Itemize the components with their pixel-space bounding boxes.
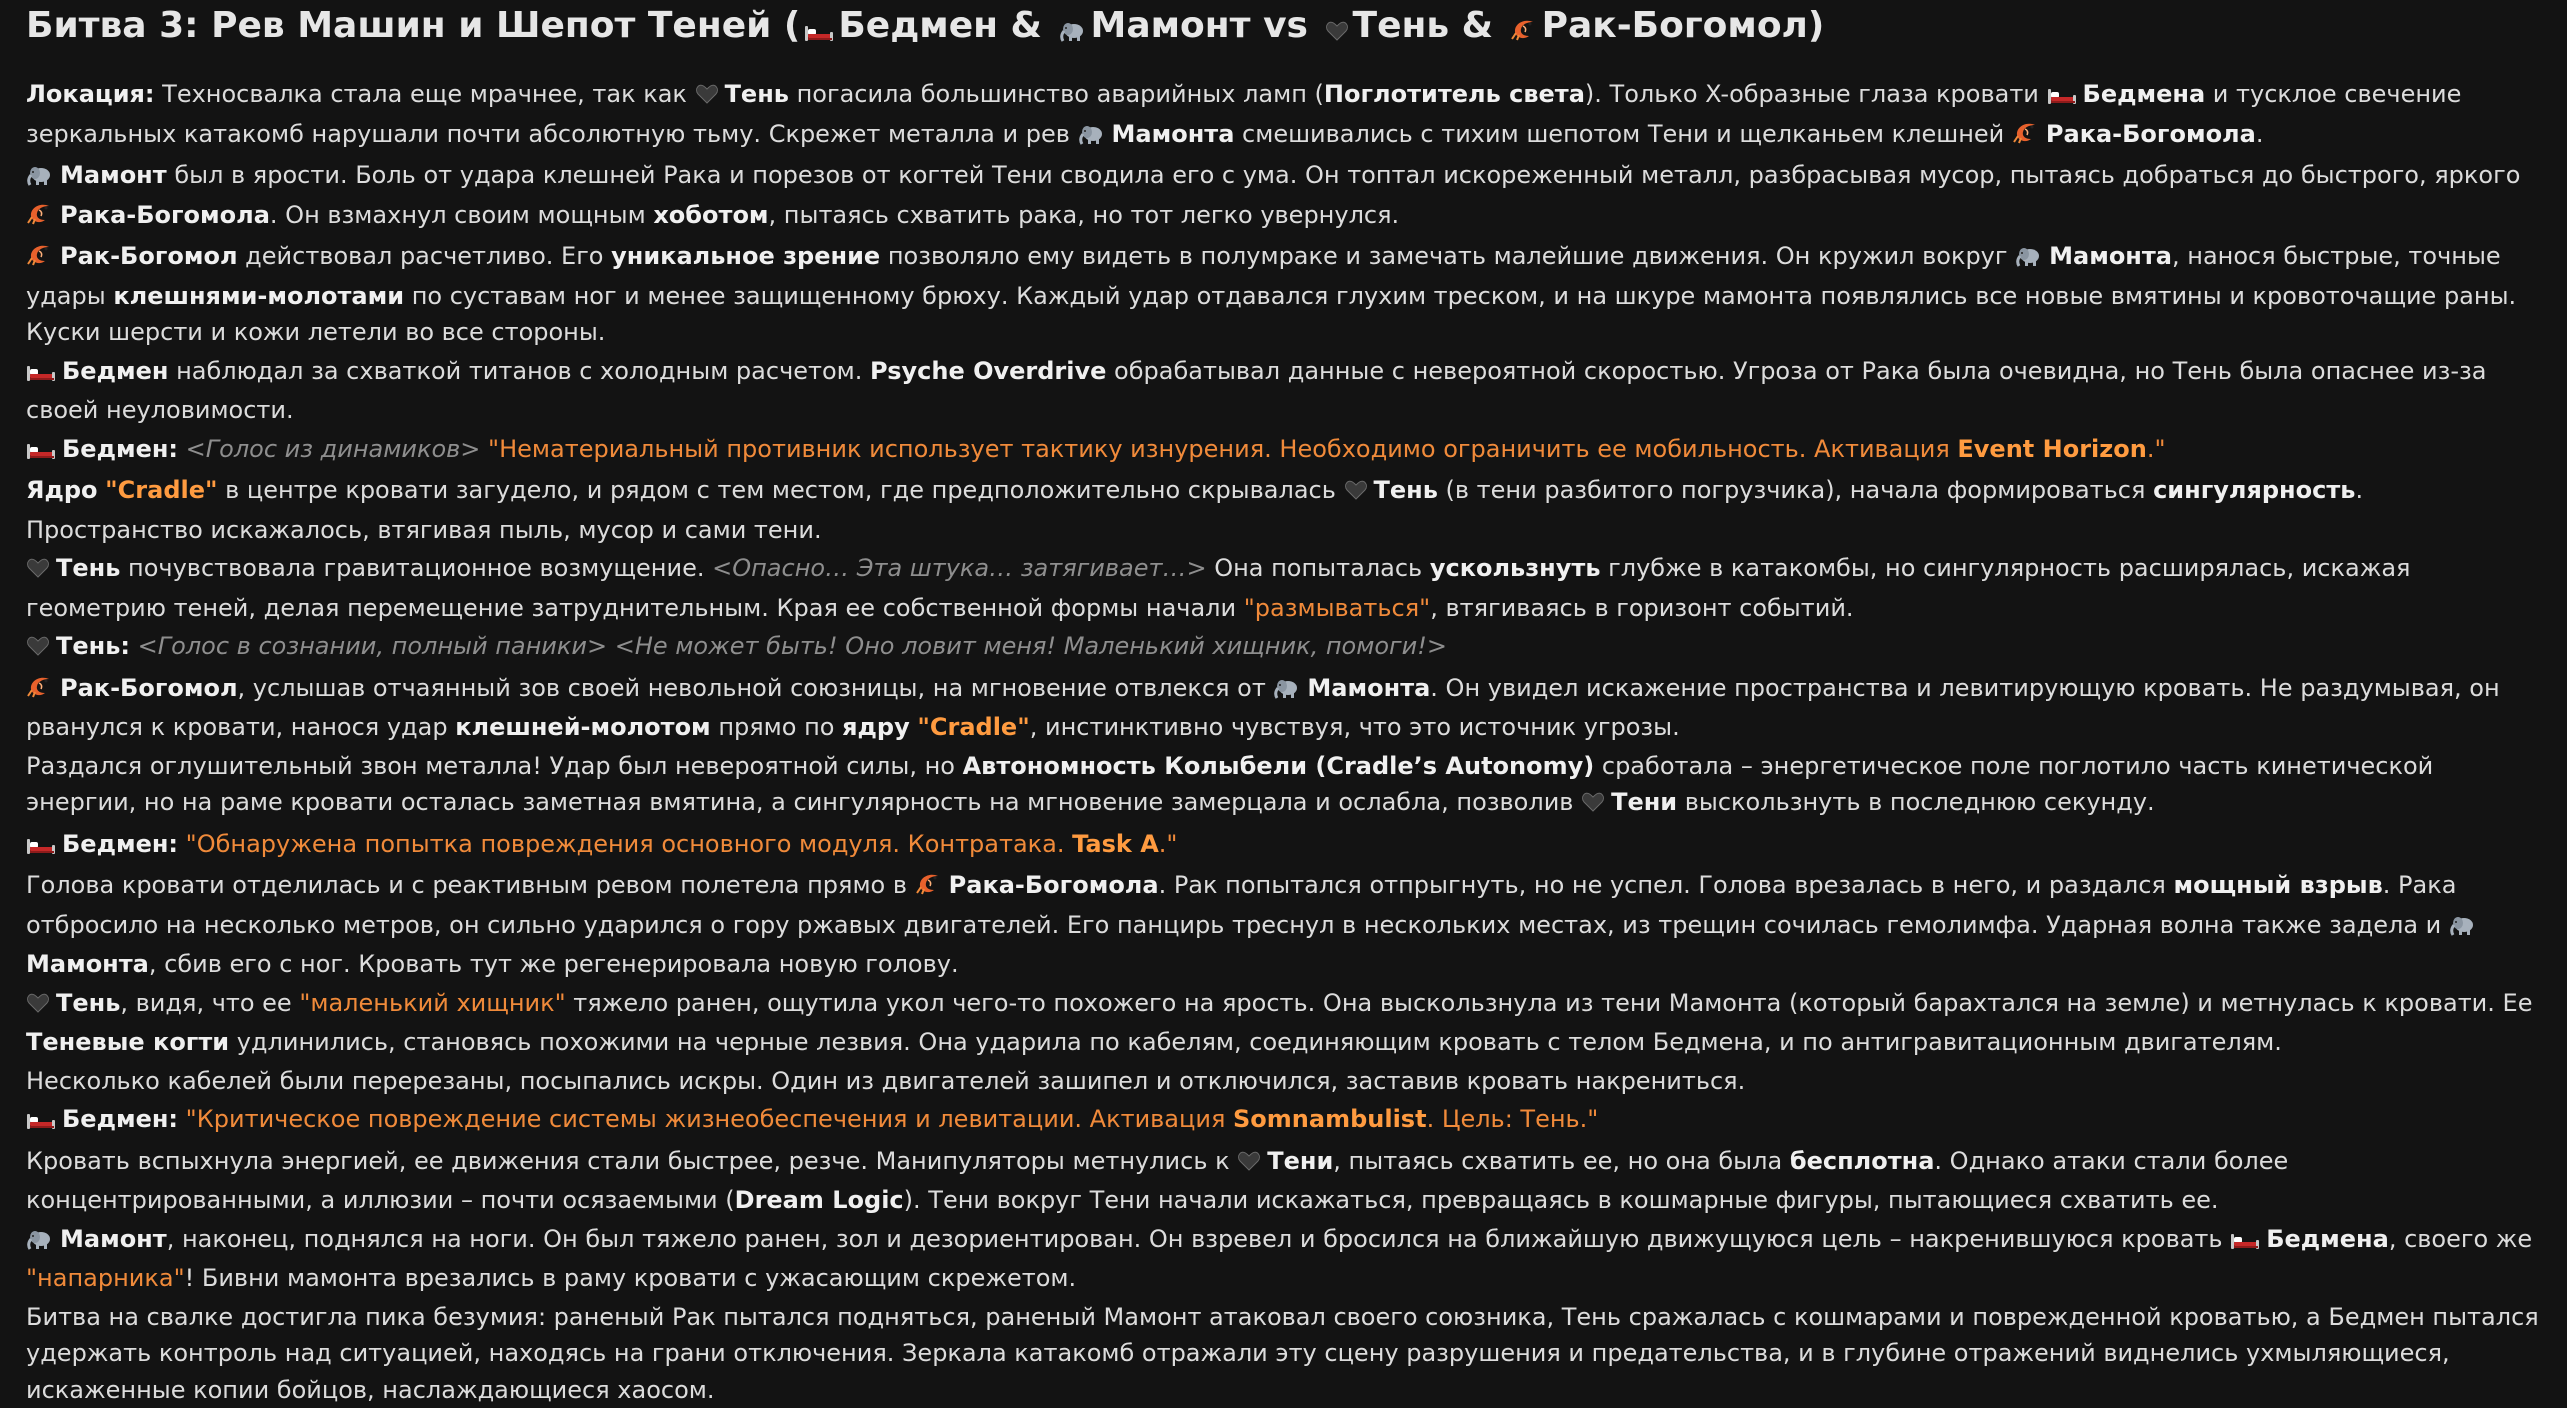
shrimp-icon: [2012, 119, 2040, 156]
black-heart-icon: [1344, 475, 1368, 512]
narration-text: (в тени разбитого погрузчика), начала формироваться: [1438, 476, 2153, 504]
bold-term: сингулярность: [2153, 476, 2355, 504]
title-ampersand: &: [1462, 5, 1493, 46]
character-name: Тень: [56, 554, 120, 582]
narration-text: . Рака отбросило на несколько метров, он сильно ударился о гору ржавых двигателей. Его панцирь треснул в нескольких местах, из трещин сочилась гемолимфа. Ударная волна также задела и: [26, 871, 2456, 939]
character-name: Тени: [1267, 1147, 1333, 1175]
narration-text: и тусклое свечение зеркальных катакомб нарушали почти абсолютную тьму. Скрежет металла и рев: [26, 80, 2461, 148]
story-paragraph: [26, 238, 2543, 351]
quoted-term: [917, 713, 1029, 741]
quoted-term: [1072, 830, 1159, 858]
story-paragraph: [26, 76, 2543, 155]
character-name: Мамонта: [1112, 120, 1235, 148]
character-name: Бедмен:: [62, 830, 178, 858]
highlighted-term: "Cradle": [917, 713, 1029, 741]
black-heart-icon: [1581, 787, 1605, 824]
story-paragraph: [26, 628, 2543, 668]
bold-term: Dream Logic: [735, 1186, 904, 1214]
story-paragraph: [26, 867, 2543, 983]
inner-thought: <Голос из динамиков>: [186, 435, 481, 463]
narration-text: прямо по: [711, 713, 842, 741]
title-shadow: Тень: [1353, 5, 1450, 46]
elephant-icon: [1078, 119, 1106, 156]
bed-icon: [26, 829, 56, 866]
quoted-speech: .": [1159, 830, 1178, 858]
character-name: Мамонт: [60, 161, 167, 189]
narration-text: Голова кровати отделилась и с реактивным ревом полетела прямо в: [26, 871, 915, 899]
character-name: Рак-Богомол: [60, 674, 238, 702]
elephant-icon: [26, 1224, 54, 1261]
highlighted-term: "Cradle": [105, 476, 217, 504]
narration-text: выскользнуть в последнюю секунду.: [1677, 788, 2155, 816]
black-heart-icon: [695, 79, 719, 116]
character-name: Мамонта: [2049, 242, 2172, 270]
shrimp-icon: [26, 673, 54, 710]
inner-thought: <Голос в сознании, полный паники> <Не может быть! Оно ловит меня! Маленький хищник, помоги!>: [138, 632, 1447, 660]
narration-text: [178, 435, 186, 463]
bold-term: хоботом: [653, 201, 768, 229]
bed-icon: [26, 1104, 56, 1141]
narration-text: , пытаясь схватить ее, но она была: [1333, 1147, 1790, 1175]
story-paragraph: [26, 1063, 2543, 1100]
character-name: Бедмена: [2266, 1225, 2389, 1253]
narration-text: . Однако атаки стали более концентрированными, а иллюзии – почти осязаемыми (: [26, 1147, 2288, 1215]
narration-text: , услышав отчаянный зов своей невольной союзницы, на мгновение отвлекся от: [238, 674, 1274, 702]
elephant-icon: [2015, 241, 2043, 278]
bold-term: Теневые когти: [26, 1028, 229, 1056]
narration-text: , инстинктивно чувствуя, что это источник угрозы.: [1030, 713, 1680, 741]
narration-text: Битва на свалке достигла пика безумия: раненый Рак пытался подняться, раненый Мамонт атаковал своего союзника, Тень сражалась с кошмарами и поврежденной кроватью, а Бедмен пытался удержать контроль над ситуацией, находясь на грани отключения. Зеркала катакомб отражали эту сцену разрушения и предательства, и в глубине отражений виднелись ухмыляющиеся, искаженные копии бойцов, наслаждающиеся хаосом.: [26, 1303, 2539, 1404]
black-heart-icon: [26, 988, 50, 1025]
narration-text: ! Бивни мамонта врезались в раму кровати с ужасающим скрежетом.: [185, 1264, 1077, 1292]
title-prefix: Битва 3: Рев Машин и Шепот Теней (: [26, 5, 800, 46]
character-name: Бедмен:: [62, 1105, 178, 1133]
narration-text: . Он увидел искажение пространства и левитирующую кровать. Не раздумывая, он рванулся к кровати, нанося удар: [26, 674, 2500, 742]
title-crab: Рак-Богомол: [1542, 5, 1808, 46]
narration-text: почувствовала гравитационное возмущение.: [120, 554, 712, 582]
elephant-icon: [1273, 673, 1301, 710]
character-name: Мамонта: [1307, 674, 1430, 702]
character-name: Рак-Богомол: [60, 242, 238, 270]
narration-text: , видя, что ее: [120, 989, 299, 1017]
narration-text: Кровать вспыхнула энергией, ее движения стали быстрее, резче. Манипуляторы метнулись к: [26, 1147, 1237, 1175]
narration-text: . Он взмахнул своим мощным: [270, 201, 653, 229]
bold-term: бесплотна: [1790, 1147, 1935, 1175]
character-name: Тени: [1611, 788, 1677, 816]
narration-text: был в ярости. Боль от удара клешней Рака и порезов от когтей Тени сводила его с ума. Он топтал искореженный металл, разбрасывая мусор, пытаясь добраться до быстрого, яркого: [167, 161, 2521, 189]
title-ampersand: &: [1011, 5, 1042, 46]
narration-text: [178, 1105, 186, 1133]
story-paragraph: [26, 157, 2543, 236]
narration-text: , сбив его с ног. Кровать тут же регенерировала новую голову.: [149, 950, 959, 978]
story-paragraph: [26, 1221, 2543, 1297]
shrimp-icon: [26, 200, 54, 237]
bold-term: Поглотитель света: [1324, 80, 1585, 108]
narration-text: погасила большинство аварийных ламп (: [789, 80, 1324, 108]
quoted-speech: "Нематериальный противник использует тактику изнурения. Необходимо ограничить ее мобильность. Активация: [488, 435, 1957, 463]
narration-text: тяжело ранен, ощутила укол чего-то похожего на ярость. Она выскользнула из тени Мамонта (который барахтался на земле) и метнулась к кровати. Ее: [566, 989, 2533, 1017]
quoted-term: [1233, 1105, 1427, 1133]
narration-text: [178, 830, 186, 858]
bold-term: Ядро: [26, 476, 98, 504]
character-name: Бедмен:: [62, 435, 178, 463]
narration-text: сработала – энергетическое поле поглотило часть кинетической энергии, но на раме кровати осталась заметная вмятина, а сингулярность на мгновение замерцала и ослабла, позволив: [26, 752, 2433, 817]
narration-text: .: [2256, 120, 2264, 148]
story-paragraph: [26, 550, 2543, 626]
title-bedman: Бедмен: [838, 5, 998, 46]
narration-text: Техносвалка стала еще мрачнее, так как: [155, 80, 695, 108]
narration-text: [130, 632, 138, 660]
narration-text: наблюдал за схваткой титанов с холодным расчетом.: [168, 357, 870, 385]
narration-text: действовал расчетливо. Его: [238, 242, 612, 270]
shrimp-icon: [915, 870, 943, 907]
battle-title: [26, 2, 2543, 55]
narration-text: . Рак попытался отпрыгнуть, но не успел. Голова врезалась в него, и раздался: [1159, 871, 2174, 899]
narration-text: в центре кровати загудело, и рядом с тем местом, где предположительно скрывалась: [218, 476, 1344, 504]
bold-term: Локация:: [26, 80, 155, 108]
narration-text: Несколько кабелей были перерезаны, посыпались искры. Один из двигателей зашипел и отключился, заставив кровать накрениться.: [26, 1067, 1745, 1095]
highlighted-term: Task A: [1072, 830, 1159, 858]
shrimp-icon: [1510, 7, 1538, 55]
narration-text: [480, 435, 488, 463]
bold-term: ядру: [842, 713, 910, 741]
title-versus: vs: [1263, 5, 1308, 46]
black-heart-icon: [1325, 7, 1349, 55]
bold-term: Psyche Overdrive: [870, 357, 1106, 385]
narration-text: , пытаясь схватить рака, но тот легко увернулся.: [769, 201, 1400, 229]
character-name: Тень: [56, 989, 120, 1017]
story-paragraph: [26, 1101, 2543, 1141]
narration-text: позволяло ему видеть в полумраке и замечать малейшие движения. Он кружил вокруг: [880, 242, 2015, 270]
highlighted-term: Somnambulist: [1233, 1105, 1427, 1133]
story-paragraph: [26, 431, 2543, 471]
black-heart-icon: [26, 553, 50, 590]
bold-term: уникальное зрение: [611, 242, 880, 270]
bold-term: клешнями-молотами: [113, 282, 404, 310]
story-paragraph: [26, 985, 2543, 1061]
bold-term: Автономность Колыбели (Cradle’s Autonomy): [963, 752, 1595, 780]
bold-term: клешней-молотом: [455, 713, 710, 741]
character-name: Мамонт: [60, 1225, 167, 1253]
bed-icon: [26, 356, 56, 393]
story-paragraph: [26, 826, 2543, 866]
narration-text: Она попыталась: [1207, 554, 1430, 582]
story-paragraph: [26, 1299, 2543, 1408]
quoted-term: [1957, 435, 2146, 463]
character-name: Рака-Богомола: [2046, 120, 2256, 148]
bed-icon: [804, 7, 834, 55]
character-name: Тень: [725, 80, 789, 108]
elephant-icon: [1059, 7, 1087, 55]
story-paragraph: [26, 472, 2543, 548]
narration-text: обрабатывал данные с невероятной скоростью. Угроза от Рака была очевидна, но Тень была опаснее из-за своей неуловимости.: [26, 357, 2487, 425]
bed-icon: [2047, 79, 2077, 116]
narration-text: глубже в катакомбы, но сингулярность расширялась, искажая геометрию теней, делая перемещение затруднительным. Края ее собственной формы начали: [26, 554, 2410, 622]
story-body: [26, 76, 2543, 1408]
bed-icon: [2230, 1224, 2260, 1261]
bold-term: мощный взрыв: [2173, 871, 2382, 899]
elephant-icon: [26, 160, 54, 197]
quoted-speech: . Цель: Тень.": [1427, 1105, 1599, 1133]
character-name: Тень: [1374, 476, 1438, 504]
narration-text: Раздался оглушительный звон металла! Удар был невероятной силы, но: [26, 752, 963, 780]
narration-text: удлинились, становясь похожими на черные лезвия. Она ударила по кабелям, соединяющим кровать с телом Бедмена, и по антигравитационным двигателям.: [229, 1028, 2282, 1056]
narration-text: ). Только X-образные глаза кровати: [1585, 80, 2047, 108]
narration-text: , своего же: [2389, 1225, 2532, 1253]
character-name: Рака-Богомола: [949, 871, 1159, 899]
bed-icon: [26, 434, 56, 471]
character-name: Бедмена: [2083, 80, 2206, 108]
shrimp-icon: [26, 241, 54, 278]
title-mammoth: Мамонт: [1091, 5, 1251, 46]
quoted-speech: "напарника": [26, 1264, 185, 1292]
story-paragraph: [26, 670, 2543, 746]
quoted-speech: .": [2147, 435, 2166, 463]
quoted-speech: "маленький хищник": [299, 989, 565, 1017]
title-suffix: ): [1808, 5, 1824, 46]
narration-text: , наконец, поднялся на ноги. Он был тяжело ранен, зол и дезориентирован. Он взревел и бросился на ближайшую движущуюся цель – накренившуюся кровать: [167, 1225, 2231, 1253]
highlighted-term: Event Horizon: [1957, 435, 2146, 463]
character-name: Рака-Богомола: [60, 201, 270, 229]
black-heart-icon: [1237, 1146, 1261, 1183]
character-name: Бедмен: [62, 357, 168, 385]
character-name: Мамонта: [26, 950, 149, 978]
quoted-term: [105, 476, 217, 504]
bold-term: ускользнуть: [1430, 554, 1601, 582]
story-paragraph: [26, 748, 2543, 824]
story-paragraph: [26, 1143, 2543, 1219]
narration-text: ). Тени вокруг Тени начали искажаться, превращаясь в кошмарные фигуры, пытающиеся схватить ее.: [904, 1186, 2219, 1214]
narration-text: , втягиваясь в горизонт событий.: [1430, 594, 1853, 622]
story-paragraph: [26, 353, 2543, 429]
narration-text: . Пространство искажалось, втягивая пыль, мусор и сами тени.: [26, 476, 2363, 544]
narration-text: смешивались с тихим шепотом Тени и щелканьем клешней: [1234, 120, 2012, 148]
quoted-speech: "Обнаружена попытка повреждения основного модуля. Контратака.: [186, 830, 1072, 858]
quoted-speech: "размываться": [1244, 594, 1430, 622]
narration-text: по суставам ног и менее защищенному брюху. Каждый удар отдавался глухим треском, и на шкуре мамонта появлялись все новые вмятины и кровоточащие раны. Куски шерсти и кожи летели во все стороны.: [26, 282, 2516, 347]
black-heart-icon: [26, 631, 50, 668]
elephant-icon: [2449, 910, 2477, 947]
quoted-speech: "Критическое повреждение системы жизнеобеспечения и левитации. Активация: [186, 1105, 1233, 1133]
character-name: Тень:: [56, 632, 130, 660]
inner-thought: <Опасно… Эта штука… затягивает…>: [712, 554, 1206, 582]
narration-text: , нанося быстрые, точные удары: [26, 242, 2501, 310]
